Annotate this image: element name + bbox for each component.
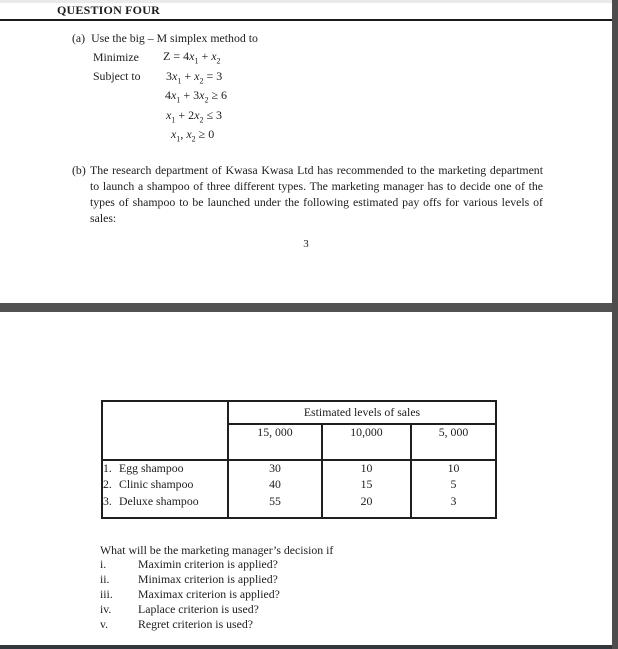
sales-level-cell: 5, 000 [411, 424, 496, 460]
row-number: 1. [103, 461, 112, 475]
constraint-equation-2: $4x_1 + 3x_2 \ge 6$ [165, 88, 228, 105]
constraint-equation-3: $x_1 + 2x_2 \le 3$ [166, 108, 223, 125]
table-row [102, 460, 496, 477]
payoff-value: 3 [411, 494, 496, 518]
shampoo-name: Deluxe shampoo [119, 494, 199, 508]
criteria-question: What will be the marketing manager’s decision if [100, 543, 334, 557]
right-edge-strip [612, 0, 618, 649]
table-row [102, 494, 496, 518]
list-item [100, 587, 280, 602]
table-corner-cell [102, 401, 228, 460]
bottom-edge-strip [0, 645, 618, 649]
page-number: 3 [303, 238, 309, 250]
table-group-header: Estimated levels of sales [228, 401, 496, 424]
payoff-value: 55 [228, 494, 322, 518]
sales-level-cell: 15, 000 [228, 424, 322, 460]
payoff-value: 40 [228, 477, 322, 494]
page-title: QUESTION FOUR [57, 3, 160, 17]
list-item [100, 602, 280, 617]
list-item-text: Maximax criterion is applied? [138, 587, 280, 601]
list-item-text: Laplace criterion is used? [138, 602, 259, 616]
constraint-equation-4: $x_1$, $x_2 \ge 0$ [171, 127, 215, 144]
payoff-value: 10 [322, 460, 411, 477]
payoff-value: 30 [228, 460, 322, 477]
objective-equation: $Z = 4x_1 + x_2$ [163, 49, 221, 66]
part-a-label: (a) [72, 31, 86, 45]
constraint-equation-1: $3x_1 + x_2 = 3$ [166, 69, 223, 86]
sales-level-cell: 10,000 [322, 424, 411, 460]
page-break-band [0, 303, 618, 312]
row-number: 3. [103, 494, 112, 508]
part-a-intro-line [72, 31, 258, 45]
criteria-list [100, 557, 280, 632]
table-group-header-row [102, 401, 496, 424]
minimize-label: Minimize [93, 50, 139, 64]
payoff-value: 20 [322, 494, 411, 518]
list-item-text: Maximin criterion is applied? [138, 557, 278, 571]
list-item-text: Minimax criterion is applied? [138, 572, 278, 586]
list-item-numeral: i. [100, 557, 107, 571]
shampoo-name: Clinic shampoo [119, 477, 194, 491]
part-b-paragraph: The research department of Kwasa Kwasa Ltd has recommended to the marketing department to launch a shampoo of three different types. The marketing manager has to decide one of the types of shampoo to be launched under the following estimated pay offs for various levels of sales: [90, 163, 543, 225]
payoff-value: 15 [322, 477, 411, 494]
payoff-value: 10 [411, 460, 496, 477]
list-item [100, 557, 280, 572]
payoff-table [101, 400, 497, 519]
list-item [100, 572, 280, 587]
subject-to-label: Subject to [93, 69, 141, 83]
payoff-value: 5 [411, 477, 496, 494]
part-b-label: (b) [72, 163, 86, 177]
list-item-numeral: v. [100, 617, 109, 631]
title-rule [0, 19, 612, 21]
table-row [102, 477, 496, 494]
row-number: 2. [103, 477, 112, 491]
list-item-numeral: ii. [100, 572, 110, 586]
list-item-text: Regret criterion is used? [138, 617, 253, 631]
part-a-intro-text: Use the big – M simplex method to [91, 31, 258, 45]
shampoo-name: Egg shampoo [119, 461, 184, 475]
list-item-numeral: iii. [100, 587, 113, 601]
list-item [100, 617, 280, 632]
list-item-numeral: iv. [100, 602, 112, 616]
